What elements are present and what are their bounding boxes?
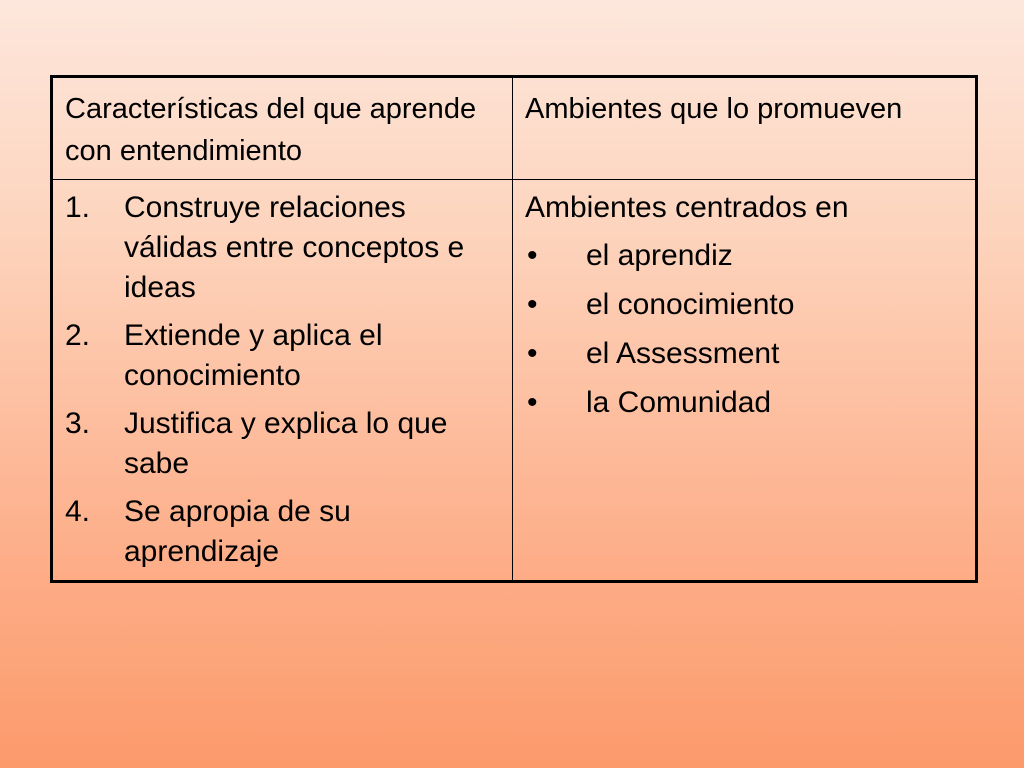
content-table: [50, 75, 978, 583]
bullet-item-4: [525, 383, 963, 423]
bullet-icon: •: [527, 337, 538, 370]
bullet-text: la Comunidad: [586, 386, 772, 419]
bullet-text: el Assessment: [586, 337, 780, 370]
numbered-item-4: [65, 492, 500, 572]
bullet-icon: •: [527, 288, 538, 321]
bullet-text: el conocimiento: [586, 288, 795, 321]
item-text: Se apropia de su aprendizaje: [124, 495, 351, 568]
environments-cell: [513, 180, 977, 582]
bullet-icon: •: [527, 239, 538, 272]
item-number: 3.: [65, 407, 91, 440]
bullet-item-2: [525, 285, 963, 325]
header-cell-environments: Ambientes que lo promueven: [513, 77, 977, 180]
item-text: Construye relaciones válidas entre conceptos e ideas: [124, 191, 465, 304]
item-number: 1.: [65, 191, 91, 224]
bullet-item-3: [525, 334, 963, 374]
table-header-row: [52, 77, 977, 180]
bullet-icon: •: [527, 386, 538, 419]
numbered-item-3: [65, 404, 500, 484]
table-body-row: [52, 180, 977, 582]
header-cell-characteristics: Características del que aprende con entendimiento: [52, 77, 513, 180]
bullet-item-1: [525, 236, 963, 276]
numbered-item-2: [65, 316, 500, 396]
environments-intro: Ambientes centrados en: [525, 191, 849, 224]
numbered-item-1: [65, 188, 500, 308]
item-text: Justifica y explica lo que sabe: [124, 407, 448, 480]
bullet-text: el aprendiz: [586, 239, 733, 272]
item-number: 4.: [65, 495, 91, 528]
item-number: 2.: [65, 319, 91, 352]
item-text: Extiende y aplica el conocimiento: [124, 319, 383, 392]
characteristics-cell: [52, 180, 513, 582]
